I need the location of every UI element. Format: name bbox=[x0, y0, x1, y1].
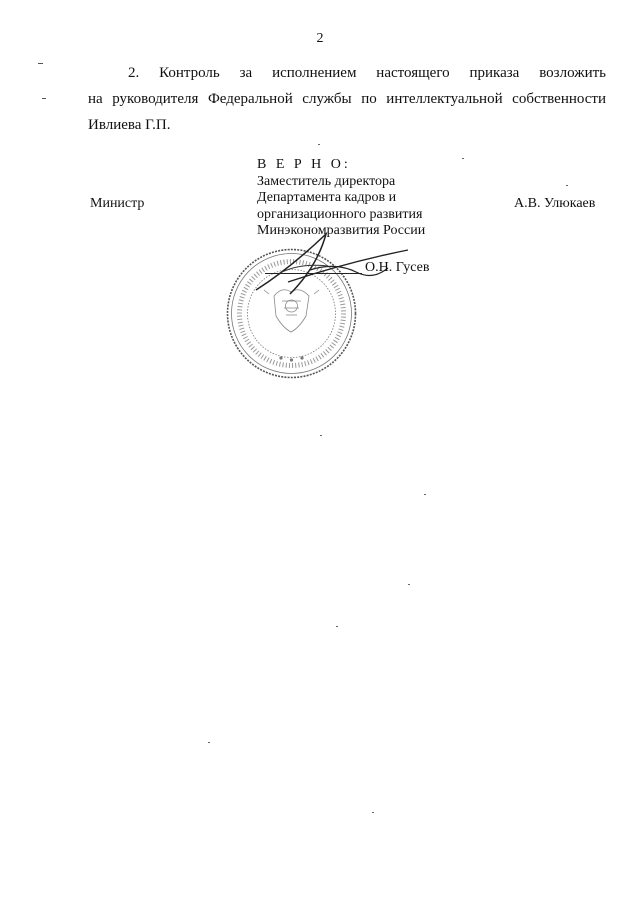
signatory-title: Министр bbox=[90, 196, 145, 211]
paragraph-line-1: 2. Контроль за исполнением настоящего приказа возложить bbox=[128, 65, 606, 81]
paragraph-line-2: на руководителя Федеральной службы по интеллектуальной собственности bbox=[88, 91, 606, 107]
page-number: 2 bbox=[316, 31, 324, 46]
signature-line bbox=[265, 273, 362, 274]
scan-speck bbox=[320, 435, 322, 436]
cert-line-ministry: Минэкономразвития России bbox=[257, 223, 426, 238]
scan-mark bbox=[42, 98, 46, 99]
verno-label: В Е Р Н О: bbox=[257, 157, 351, 172]
scan-speck bbox=[566, 185, 568, 186]
scan-speck bbox=[208, 742, 210, 743]
cert-signer-name: О.Н. Гусев bbox=[365, 260, 430, 275]
scan-speck bbox=[372, 812, 374, 813]
scan-mark bbox=[38, 63, 43, 64]
paragraph-line-3: Ивлиева Г.П. bbox=[88, 117, 171, 133]
scan-speck bbox=[462, 158, 464, 159]
cert-line-division: организационного развития bbox=[257, 206, 423, 222]
scan-speck bbox=[408, 584, 410, 585]
scan-speck bbox=[336, 626, 338, 627]
scan-speck bbox=[424, 494, 426, 495]
signatory-name: А.В. Улюкаев bbox=[514, 196, 596, 211]
cert-line-position: Заместитель директора bbox=[257, 173, 396, 189]
scan-speck bbox=[318, 144, 320, 145]
cert-line-department: Департамента кадров и bbox=[257, 190, 397, 205]
